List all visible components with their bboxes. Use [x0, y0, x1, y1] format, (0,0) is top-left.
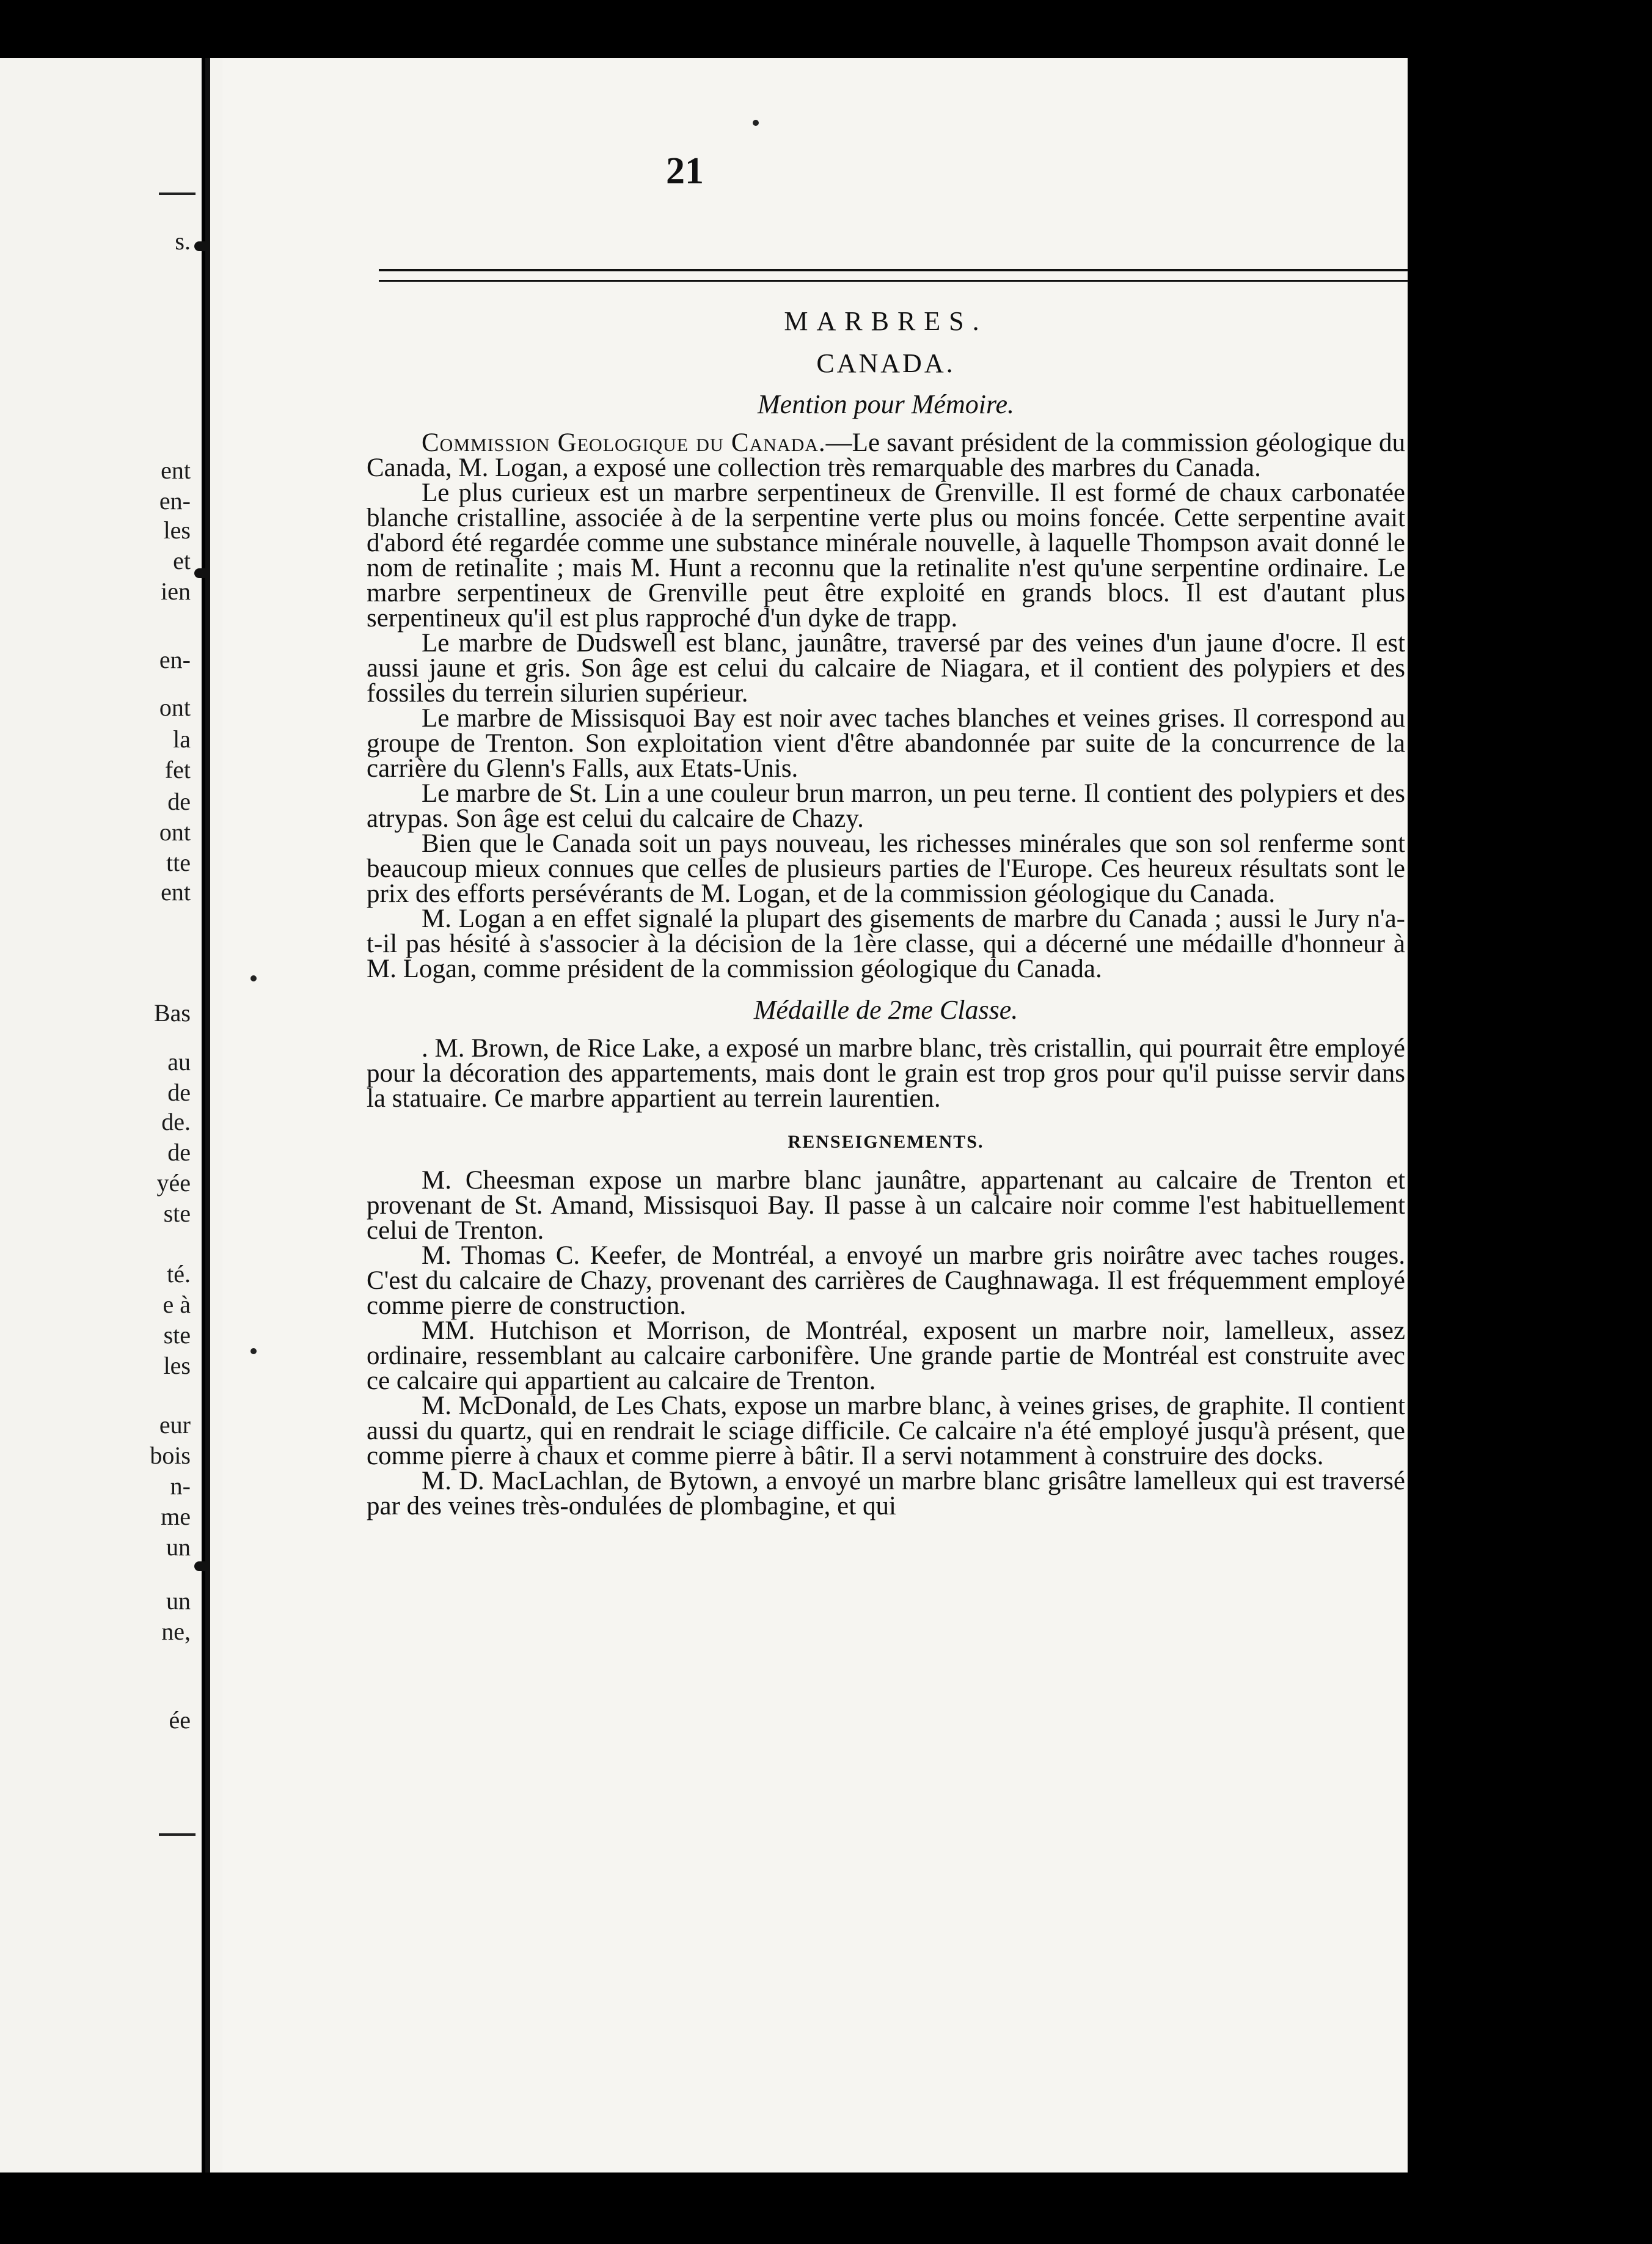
left-page-fragment: ont	[159, 818, 191, 846]
left-page-fragment: en-	[159, 487, 191, 515]
info-heading: RENSEIGNEMENTS.	[788, 1132, 984, 1152]
paragraph	[367, 706, 1405, 781]
left-page-fragment: ent	[161, 878, 191, 906]
paragraph	[367, 1393, 1405, 1469]
paragraph-text: MM. Hutchison et Morrison, de Montréal, exposent un marbre noir, lamelleux, assez ordinaire, ressemblant au calcaire carbonifère. Une grande partie de Montréal est construite avec ce calcaire qui appartient au calcaire de Trenton.	[367, 1316, 1405, 1395]
left-page-fragment: Bas	[154, 999, 191, 1027]
left-page-fragment: me	[161, 1503, 191, 1530]
left-page-fragment: té.	[167, 1260, 191, 1288]
gutter	[210, 58, 222, 2172]
paragraph	[367, 1036, 1405, 1111]
paragraph-text: Le marbre de St. Lin a une couleur brun marron, un peu terne. Il contient des polypiers et des atrypas. Son âge est celui du calcaire de Chazy.	[367, 779, 1405, 833]
left-page-edge	[0, 58, 202, 2172]
left-page-fragment: les	[163, 1352, 191, 1379]
paragraph	[367, 831, 1405, 906]
main-text	[367, 306, 1406, 1520]
left-page-fragment: de	[167, 788, 191, 815]
paragraph-group	[367, 1036, 1405, 1111]
paragraph-text: Bien que le Canada soit un pays nouveau, les richesses minérales que son sol renferme sont beaucoup mieux connues que celles de plusieurs parties de l'Europe. Ces heureux résultats sont le prix des efforts persévérants de M. Logan, et de la commission géologique du Canada.	[367, 829, 1405, 908]
book-binding	[205, 58, 210, 2172]
left-page-fragment: la	[173, 725, 191, 753]
award-heading: Médaille de 2me Classe.	[753, 995, 1018, 1025]
award-heading: Mention pour Mémoire.	[758, 389, 1014, 419]
left-page-fragment: en-	[159, 646, 191, 673]
left-page-fragment: ste	[163, 1200, 191, 1227]
left-page-fragment: fet	[164, 756, 191, 783]
left-page-fragment: bois	[150, 1442, 191, 1469]
paragraph	[367, 1469, 1405, 1519]
left-page-rule	[159, 193, 196, 195]
left-page-fragment: les	[163, 516, 191, 544]
ink-speck	[753, 120, 759, 126]
ink-speck	[250, 1348, 257, 1354]
left-page-fragment: ent	[161, 457, 191, 484]
left-page-fragment: et	[173, 547, 191, 574]
left-page-fragment: tte	[166, 849, 191, 876]
left-page-fragment: e à	[163, 1291, 191, 1318]
paragraph	[367, 1168, 1405, 1243]
paragraph	[367, 1318, 1405, 1393]
left-page-fragment: un	[166, 1533, 191, 1561]
paragraph-text: M. Cheesman expose un marbre blanc jaunâtre, appartenant au calcaire de Trenton et provenant de St. Amand, Missisquoi Bay. Il passe à un calcaire noir comme l'est habituellement celui de Trenton.	[367, 1166, 1405, 1245]
paragraph-text: Le marbre de Missisquoi Bay est noir avec taches blanches et veines grises. Il correspond au groupe de Trenton. Son exploitation vient d'être abandonnée par suite de la concurrence de la carrière du Glenn's Falls, aux Etats-Unis.	[367, 704, 1405, 783]
section-title: MARBRES.	[784, 306, 988, 336]
left-page-fragment: eur	[159, 1411, 191, 1439]
left-page-fragment: ont	[159, 694, 191, 721]
left-page-fragment: ste	[163, 1321, 191, 1349]
paragraph	[367, 631, 1405, 706]
header-rule	[379, 269, 1408, 282]
ink-speck	[250, 975, 257, 981]
left-page-fragment: ien	[161, 578, 191, 605]
paragraph	[367, 781, 1405, 831]
country-heading: CANADA.	[816, 348, 956, 378]
paragraph	[367, 1243, 1405, 1318]
paragraph	[367, 480, 1405, 631]
paragraph-text: M. Logan a en effet signalé la plupart des gisements de marbre du Canada ; aussi le Jury n'a-t-il pas hésité à s'associer à la décision de la 1ère classe, qui a décerné une médaille d'honneur à M. Logan, comme président de la commission géologique du Canada.	[367, 904, 1405, 983]
left-page-fragment: s.	[175, 227, 191, 255]
left-page-rule	[159, 1833, 196, 1836]
paragraph-text: M. Thomas C. Keefer, de Montréal, a envoyé un marbre gris noirâtre avec taches rouges. C'est du calcaire de Chazy, provenant des carrières de Caughnawaga. Il est fréquemment employé comme pierre de construction.	[367, 1241, 1405, 1320]
left-page-fragment: ée	[169, 1706, 191, 1734]
left-page-fragment: n-	[170, 1472, 191, 1500]
left-page-fragment: de	[167, 1138, 191, 1166]
paragraph-text: M. D. MacLachlan, de Bytown, a envoyé un marbre blanc grisâtre lamelleux qui est traversé par des veines très-ondulées de plombagine, et qui	[367, 1467, 1405, 1520]
left-page-fragment: au	[167, 1048, 191, 1076]
left-page-fragment: de	[167, 1079, 191, 1106]
left-page-fragment: de.	[161, 1108, 191, 1135]
paragraph-text: —Le savant président de la commission géologique du Canada, M. Logan, a exposé une collection très remarquable des marbres du Canada.	[367, 428, 1406, 482]
paragraph	[367, 430, 1405, 480]
left-page-fragment: un	[166, 1587, 191, 1615]
paragraph-lead: Commission Geologique du Canada.	[422, 428, 826, 457]
left-page-fragment: ne,	[161, 1618, 191, 1645]
paragraph-text: . M. Brown, de Rice Lake, a exposé un marbre blanc, très cristallin, qui pourrait être employé pour la décoration des appartements, mais dont le grain est trop gros pour qu'il puisse servir dans la statuaire. Ce marbre appartient au terrein laurentien.	[367, 1034, 1405, 1113]
paragraph	[367, 906, 1405, 981]
paragraph-text: Le plus curieux est un marbre serpentineux de Grenville. Il est formé de chaux carbonatée blanche cristalline, associée à de la serpentine verte plus ou moins foncée. Cette serpentine avait d'abord été regardée comme une substance minérale nouvelle, à laquelle Thompson avait donné le nom de retinalite ; mais M. Hunt a reconnu que la retinalite n'est qu'une serpentine ordinaire. Le marbre serpentineux de Grenville peut être exploité en grands blocs. Il est d'autant plus serpentineux qu'il est plus rapproché d'un dyke de trapp.	[367, 479, 1405, 632]
paragraph-group	[367, 1168, 1405, 1519]
paragraph-group	[367, 430, 1405, 981]
page-number: 21	[666, 150, 704, 192]
paragraph-text: Le marbre de Dudswell est blanc, jaunâtre, traversé par des veines d'un jaune d'ocre. Il est aussi jaune et gris. Son âge est celui du calcaire de Niagara, et il contient des polypiers et des fossiles du terrein silurien supérieur.	[367, 629, 1405, 708]
left-page-fragment: yée	[156, 1169, 191, 1197]
paragraph-text: M. McDonald, de Les Chats, expose un marbre blanc, à veines grises, de graphite. Il contient aussi du quartz, qui en rendrait le sciage difficile. Ce calcaire n'a été employé jusqu'à présent, que comme pierre à chaux et comme pierre à bâtir. Il a servi notamment à construire des docks.	[367, 1392, 1405, 1470]
